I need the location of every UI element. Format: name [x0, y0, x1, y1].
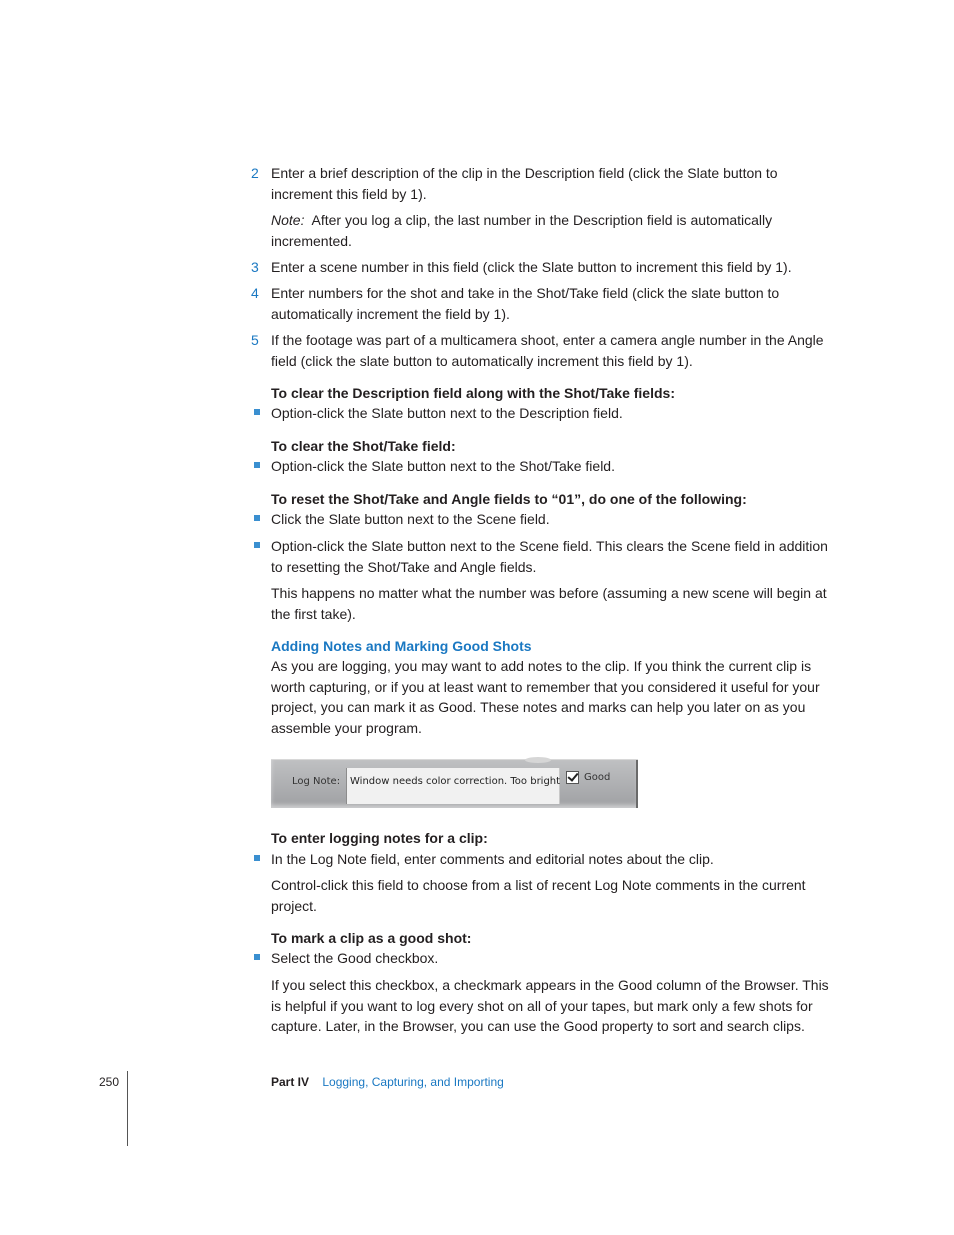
- task-heading: To reset the Shot/Take and Angle fields to “01”, do one of the following:: [271, 491, 747, 507]
- step-text: If the footage was part of a multicamera shoot, enter a camera angle number in the Angle field (click the slate button to automatically increment this field by 1).: [271, 332, 824, 369]
- task-heading: To enter logging notes for a clip:: [271, 830, 488, 846]
- task-heading: To clear the Description field along with the Shot/Take fields:: [271, 385, 675, 401]
- bullet-icon: [254, 515, 260, 521]
- bullet-text: Click the Slate button next to the Scene field.: [271, 511, 550, 527]
- bullet-icon: [254, 855, 260, 861]
- paragraph: Control-click this field to choose from a list of recent Log Note comments in the current project.: [271, 877, 806, 914]
- good-checkbox-label: Good: [584, 772, 611, 783]
- step-number: 5: [251, 332, 259, 348]
- note: [271, 210, 831, 251]
- footer-divider: [127, 1071, 128, 1146]
- step-number: 2: [251, 165, 259, 181]
- step-text: Enter a brief description of the clip in the Description field (click the Slate button to increment this field by 1).: [271, 165, 778, 202]
- section-title: Adding Notes and Marking Good Shots: [271, 638, 532, 654]
- bullet-icon: [254, 409, 260, 415]
- footer-chapter: Logging, Capturing, and Importing: [322, 1075, 504, 1089]
- bullet-icon: [254, 462, 260, 468]
- bullet-text: Option-click the Slate button next to the Description field.: [271, 405, 623, 421]
- bullet-text: Select the Good checkbox.: [271, 950, 439, 966]
- bullet-text: In the Log Note field, enter comments and editorial notes about the clip.: [271, 851, 714, 867]
- step-number: 4: [251, 285, 259, 301]
- log-note-label: Log Note:: [292, 776, 341, 787]
- step-number: 3: [251, 259, 259, 275]
- note-label: Note:: [271, 212, 305, 228]
- bullet-icon: [254, 542, 260, 548]
- bullet-text: Option-click the Slate button next to the Scene field. This clears the Scene field in addition to resetting the Shot/Take and Angle fields.: [271, 538, 828, 575]
- paragraph: As you are logging, you may want to add notes to the clip. If you think the current clip is worth capturing, or if you at least want to remember that you considered it useful for your project, you can mark it as Good. These notes and marks can help you later on as you assemble your program.: [271, 658, 820, 736]
- bullet-icon: [254, 954, 260, 960]
- log-note-field: [346, 768, 560, 804]
- task-heading: To clear the Shot/Take field:: [271, 438, 456, 454]
- paragraph: If you select this checkbox, a checkmark appears in the Good column of the Browser. This is helpful if you want to log every shot on all of your tapes, but mark only a few shots for capture. Later, in the Browser, you can use the Good property to sort and search clips.: [271, 977, 829, 1034]
- log-note-value: Window needs color correction. Too bright: [350, 776, 561, 787]
- paragraph: This happens no matter what the number was before (assuming a new scene will begin at the first take).: [271, 585, 827, 622]
- step-text: Enter numbers for the shot and take in the Shot/Take field (click the slate button to automatically increment the field by 1).: [271, 285, 780, 322]
- note-text: After you log a clip, the last number in the Description field is automatically incremented.: [271, 212, 773, 249]
- footer: [271, 1072, 504, 1093]
- bullet-text: Option-click the Slate button next to the Shot/Take field.: [271, 458, 615, 474]
- good-checkbox: [566, 771, 579, 784]
- step-text: Enter a scene number in this field (click the Slate button to increment this field by 1).: [271, 259, 792, 275]
- log-note-screenshot: [271, 759, 638, 808]
- footer-part: Part IV: [271, 1075, 310, 1089]
- page-number: 250: [99, 1075, 120, 1089]
- task-heading: To mark a clip as a good shot:: [271, 930, 472, 946]
